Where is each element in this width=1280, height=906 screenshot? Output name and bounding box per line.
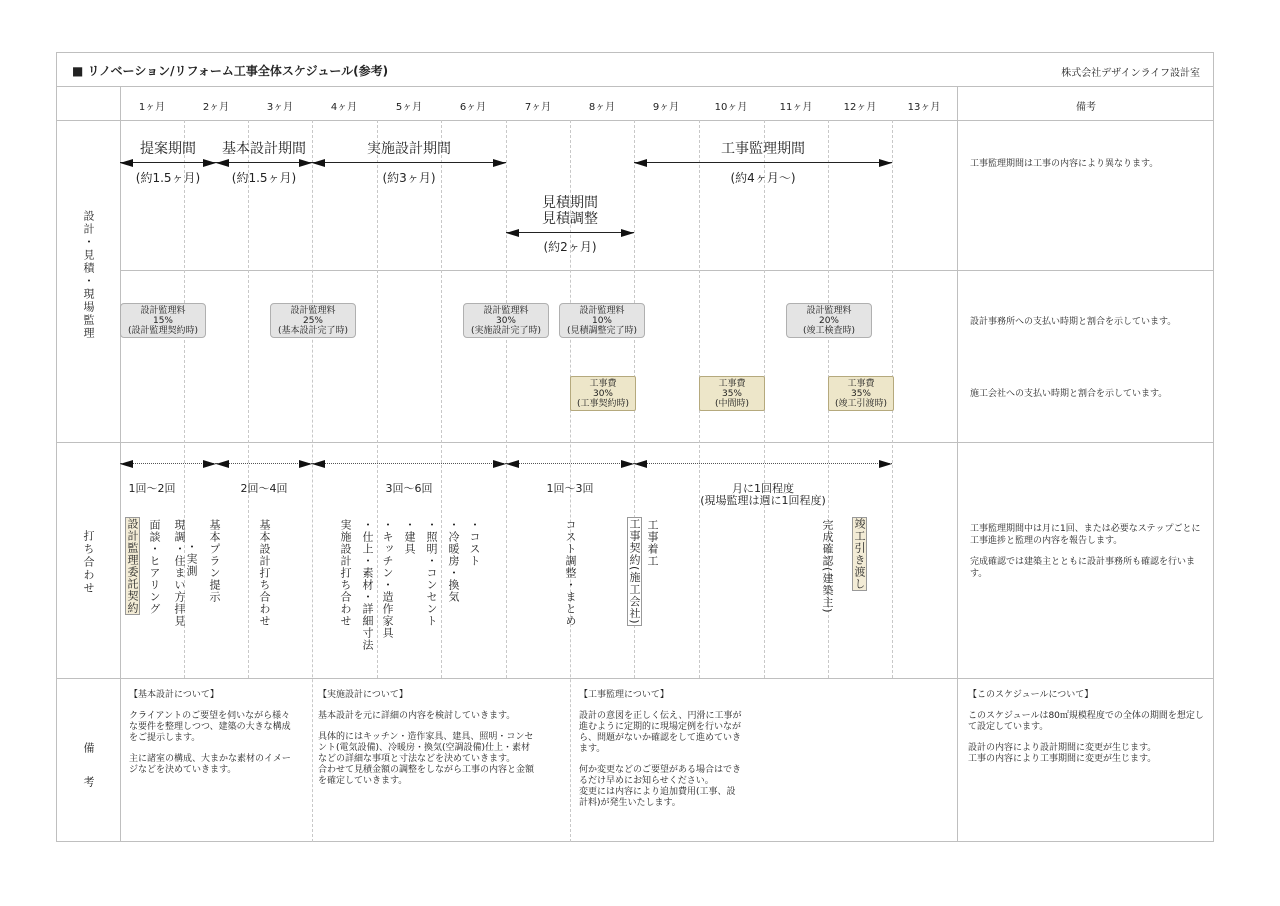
meeting-item-completion: 完成確認(建築主) <box>821 519 834 614</box>
construction-fee-1 <box>570 376 636 411</box>
month-header: 5ヶ月 <box>395 102 423 113</box>
note-detail-design <box>318 690 538 787</box>
note-paragraph: 何か変更などのご要望がある場合はできるだけ早めにお知らせください。 変更には内容により追加費用(工事、設計料)が発生いたします。 <box>579 765 742 808</box>
phase-estimate-duration: (約2ヶ月) <box>543 240 597 254</box>
phase-supervision-label: 工事監理期間 <box>721 141 805 157</box>
meeting-item-start: 工事着工 <box>646 519 659 567</box>
month-header: 6ヶ月 <box>459 102 487 113</box>
meeting-arrow-2 <box>216 460 312 468</box>
meeting-item-survey-sub: ・実測 <box>185 541 198 577</box>
phase-row-divider <box>120 270 1214 271</box>
note-title: 【このスケジュールについて】 <box>968 690 1094 700</box>
note-title: 【工事監理について】 <box>579 690 669 700</box>
meeting-item-survey: 現調・住まい方拝見 <box>173 519 186 627</box>
note-paragraph: 基本設計を元に詳細の内容を検討していきます。 <box>318 711 516 721</box>
construction-fee-2 <box>699 376 765 411</box>
row-label-remarks: 備 考 <box>82 742 95 793</box>
meeting-detail-list-item: ・仕上・素材・詳細寸法 <box>361 519 374 651</box>
fee-timing: (竣工検査時) <box>802 326 856 336</box>
phase-detail-arrow <box>312 159 506 167</box>
month-header: 8ヶ月 <box>588 102 616 113</box>
phase-estimate-arrow <box>506 229 634 237</box>
remarks-col-divider <box>957 86 958 842</box>
fee-timing: (実施設計完了時) <box>470 326 542 336</box>
fee-timing: (竣工引渡時) <box>834 399 888 409</box>
meeting-item-hearing: 面談・ヒアリング <box>148 519 161 615</box>
row-label-design: 設計・見積・現場監理 <box>82 210 95 340</box>
fee-title: 工事費 <box>589 379 617 389</box>
phase-basic-label: 基本設計期間 <box>222 141 306 157</box>
fee-timing: (中間時) <box>714 399 750 409</box>
note-title: 【基本設計について】 <box>129 690 219 700</box>
header-divider <box>56 86 1214 87</box>
page-title: ■ リノベーション/リフォーム工事全体スケジュール(参考) <box>72 64 389 78</box>
phase-estimate-label: 見積期間 <box>542 195 598 211</box>
note-supervision <box>579 690 744 809</box>
meeting-item-cost: コスト調整・まとめ <box>564 519 577 627</box>
meeting-count-1: 1回～2回 <box>128 482 176 495</box>
note-paragraph: このスケジュールは80㎡規模程度での全体の期間を想定して設定しています。 <box>968 711 1204 732</box>
row-label-meetings: 打ち合わせ <box>82 530 95 595</box>
meeting-row-divider <box>56 678 1214 679</box>
fee-rate: 35% <box>721 389 742 399</box>
note-paragraph: 設計の内容により設計期間に変更が生じます。 工事の内容により工事期間に変更が生じます。 <box>968 743 1157 764</box>
meeting-item-detail: 実施設計打ち合わせ <box>339 519 352 627</box>
meeting-item-handover: 竣工引き渡し <box>853 518 866 590</box>
meeting-arrow-4 <box>506 460 634 468</box>
fee-timing: (工事契約時) <box>576 399 630 409</box>
note-basic-design <box>129 690 291 776</box>
month-row-divider <box>56 120 1214 121</box>
note-title: 【実施設計について】 <box>318 690 408 700</box>
fee-title: 工事費 <box>847 379 875 389</box>
month-header: 3ヶ月 <box>266 102 294 113</box>
meeting-detail-list-item: ・冷暖房・換気 <box>447 519 460 603</box>
phase-proposal-label: 提案期間 <box>140 141 196 157</box>
fee-rate: 30% <box>592 389 613 399</box>
month-header: 12ヶ月 <box>843 102 877 113</box>
phase-proposal-arrow <box>120 159 216 167</box>
meeting-count-4: 1回～3回 <box>546 482 594 495</box>
month-header: 7ヶ月 <box>524 102 552 113</box>
remarks-column-header: 備考 <box>1076 102 1096 113</box>
fee-rate: 35% <box>850 389 871 399</box>
note-paragraph: 設計の意図を正しく伝え、円滑に工事が進むように定期的に現場定例を行いながら、問題がないか確認をして進めていきます。 <box>579 711 742 754</box>
design-fee-5 <box>786 303 872 338</box>
remark-supervision-period: 工事監理期間は工事の内容により異なります。 <box>970 159 1159 169</box>
phase-basic-arrow <box>216 159 312 167</box>
month-header: 4ヶ月 <box>330 102 358 113</box>
phase-basic-duration: (約1.5ヶ月) <box>231 171 297 185</box>
phase-estimate-label2: 見積調整 <box>542 211 598 227</box>
meeting-arrow-3 <box>312 460 506 468</box>
fee-title: 設計監理料 <box>806 306 852 316</box>
fee-title: 設計監理料 <box>483 306 529 316</box>
company-name: 株式会社デザインライフ設計室 <box>1061 68 1200 79</box>
meeting-item-contract: 設計監理委託契約 <box>126 518 139 614</box>
fee-rate: 15% <box>152 316 173 326</box>
note-paragraph: 主に諸室の構成、大まかな素材のイメージなどを決めていきます。 <box>129 754 291 775</box>
note-paragraph: 具体的にはキッチン・造作家具、建具、照明・コンセント(電気設備)、冷暖房・換気(空調設備)仕上・素材などの詳細な事項と寸法などを決めていきます。 合わせて見積金額の調整をしながら工事の内容と金額を確定していきます。 <box>318 732 535 786</box>
meeting-count-5: 月に1回程度 <box>732 482 794 495</box>
phase-detail-label: 実施設計期間 <box>367 141 451 157</box>
remark-completion-check: 完成確認では建築主とともに設計事務所も確認を行います。 <box>970 557 1196 579</box>
phase-detail-duration: (約3ヶ月) <box>382 171 436 185</box>
note-schedule <box>968 690 1204 765</box>
meeting-count-3: 3回～6回 <box>385 482 433 495</box>
month-header: 1ヶ月 <box>138 102 166 113</box>
month-header: 10ヶ月 <box>714 102 748 113</box>
month-header: 9ヶ月 <box>652 102 680 113</box>
meeting-count-2: 2回～4回 <box>240 482 288 495</box>
design-row-divider <box>56 442 1214 443</box>
meeting-detail-list-item: ・照明・コンセント <box>425 519 438 627</box>
fee-title: 設計監理料 <box>579 306 625 316</box>
meeting-item-basic: 基本設計打ち合わせ <box>258 519 271 627</box>
design-fee-2 <box>270 303 356 338</box>
fee-rate: 10% <box>591 316 612 326</box>
meeting-item-construction-contract: 工事契約(施工会社) <box>628 518 641 625</box>
design-fee-4 <box>559 303 645 338</box>
meeting-arrow-5 <box>634 460 892 468</box>
phase-proposal-duration: (約1.5ヶ月) <box>135 171 201 185</box>
month-separator <box>377 120 378 678</box>
fee-timing: (基本設計完了時) <box>277 326 349 336</box>
fee-title: 設計監理料 <box>140 306 186 316</box>
fee-timing: (設計監理契約時) <box>127 326 199 336</box>
meeting-detail-list-item: ・コスト <box>468 519 481 567</box>
fee-rate: 20% <box>818 316 839 326</box>
remark-meetings-report: 工事監理期間中は月に1回、または必要なステップごとに工事進捗と監理の内容を報告します。 <box>970 524 1201 546</box>
meeting-arrow-1 <box>120 460 216 468</box>
phase-supervision-duration: (約4ヶ月～) <box>730 171 796 185</box>
month-separator <box>248 120 249 678</box>
construction-fee-3 <box>828 376 894 411</box>
fee-rate: 25% <box>302 316 323 326</box>
month-header: 13ヶ月 <box>907 102 941 113</box>
meeting-detail-list-item: ・キッチン・造作家具 <box>381 519 394 639</box>
remark-construction-payment: 施工会社への支払い時期と割合を示しています。 <box>970 389 1168 399</box>
meeting-item-plan: 基本プラン提示 <box>208 519 221 603</box>
fee-title: 工事費 <box>718 379 746 389</box>
design-fee-1 <box>120 303 206 338</box>
fee-rate: 30% <box>495 316 516 326</box>
month-header: 11ヶ月 <box>779 102 813 113</box>
phase-supervision-arrow <box>634 159 892 167</box>
month-header: 2ヶ月 <box>202 102 230 113</box>
design-fee-3 <box>463 303 549 338</box>
meeting-detail-list-item: ・建具 <box>403 519 416 555</box>
meeting-count-5-sub: (現場監理は週に1回程度) <box>700 494 826 507</box>
fee-timing: (見積調整完了時) <box>566 326 638 336</box>
fee-title: 設計監理料 <box>290 306 336 316</box>
note-paragraph: クライアントのご要望を伺いながら様々な要件を整理しつつ、建築の大きな構成をご提示します。 <box>129 711 291 743</box>
month-separator <box>441 120 442 678</box>
remark-design-payment: 設計事務所への支払い時期と割合を示しています。 <box>970 317 1177 327</box>
